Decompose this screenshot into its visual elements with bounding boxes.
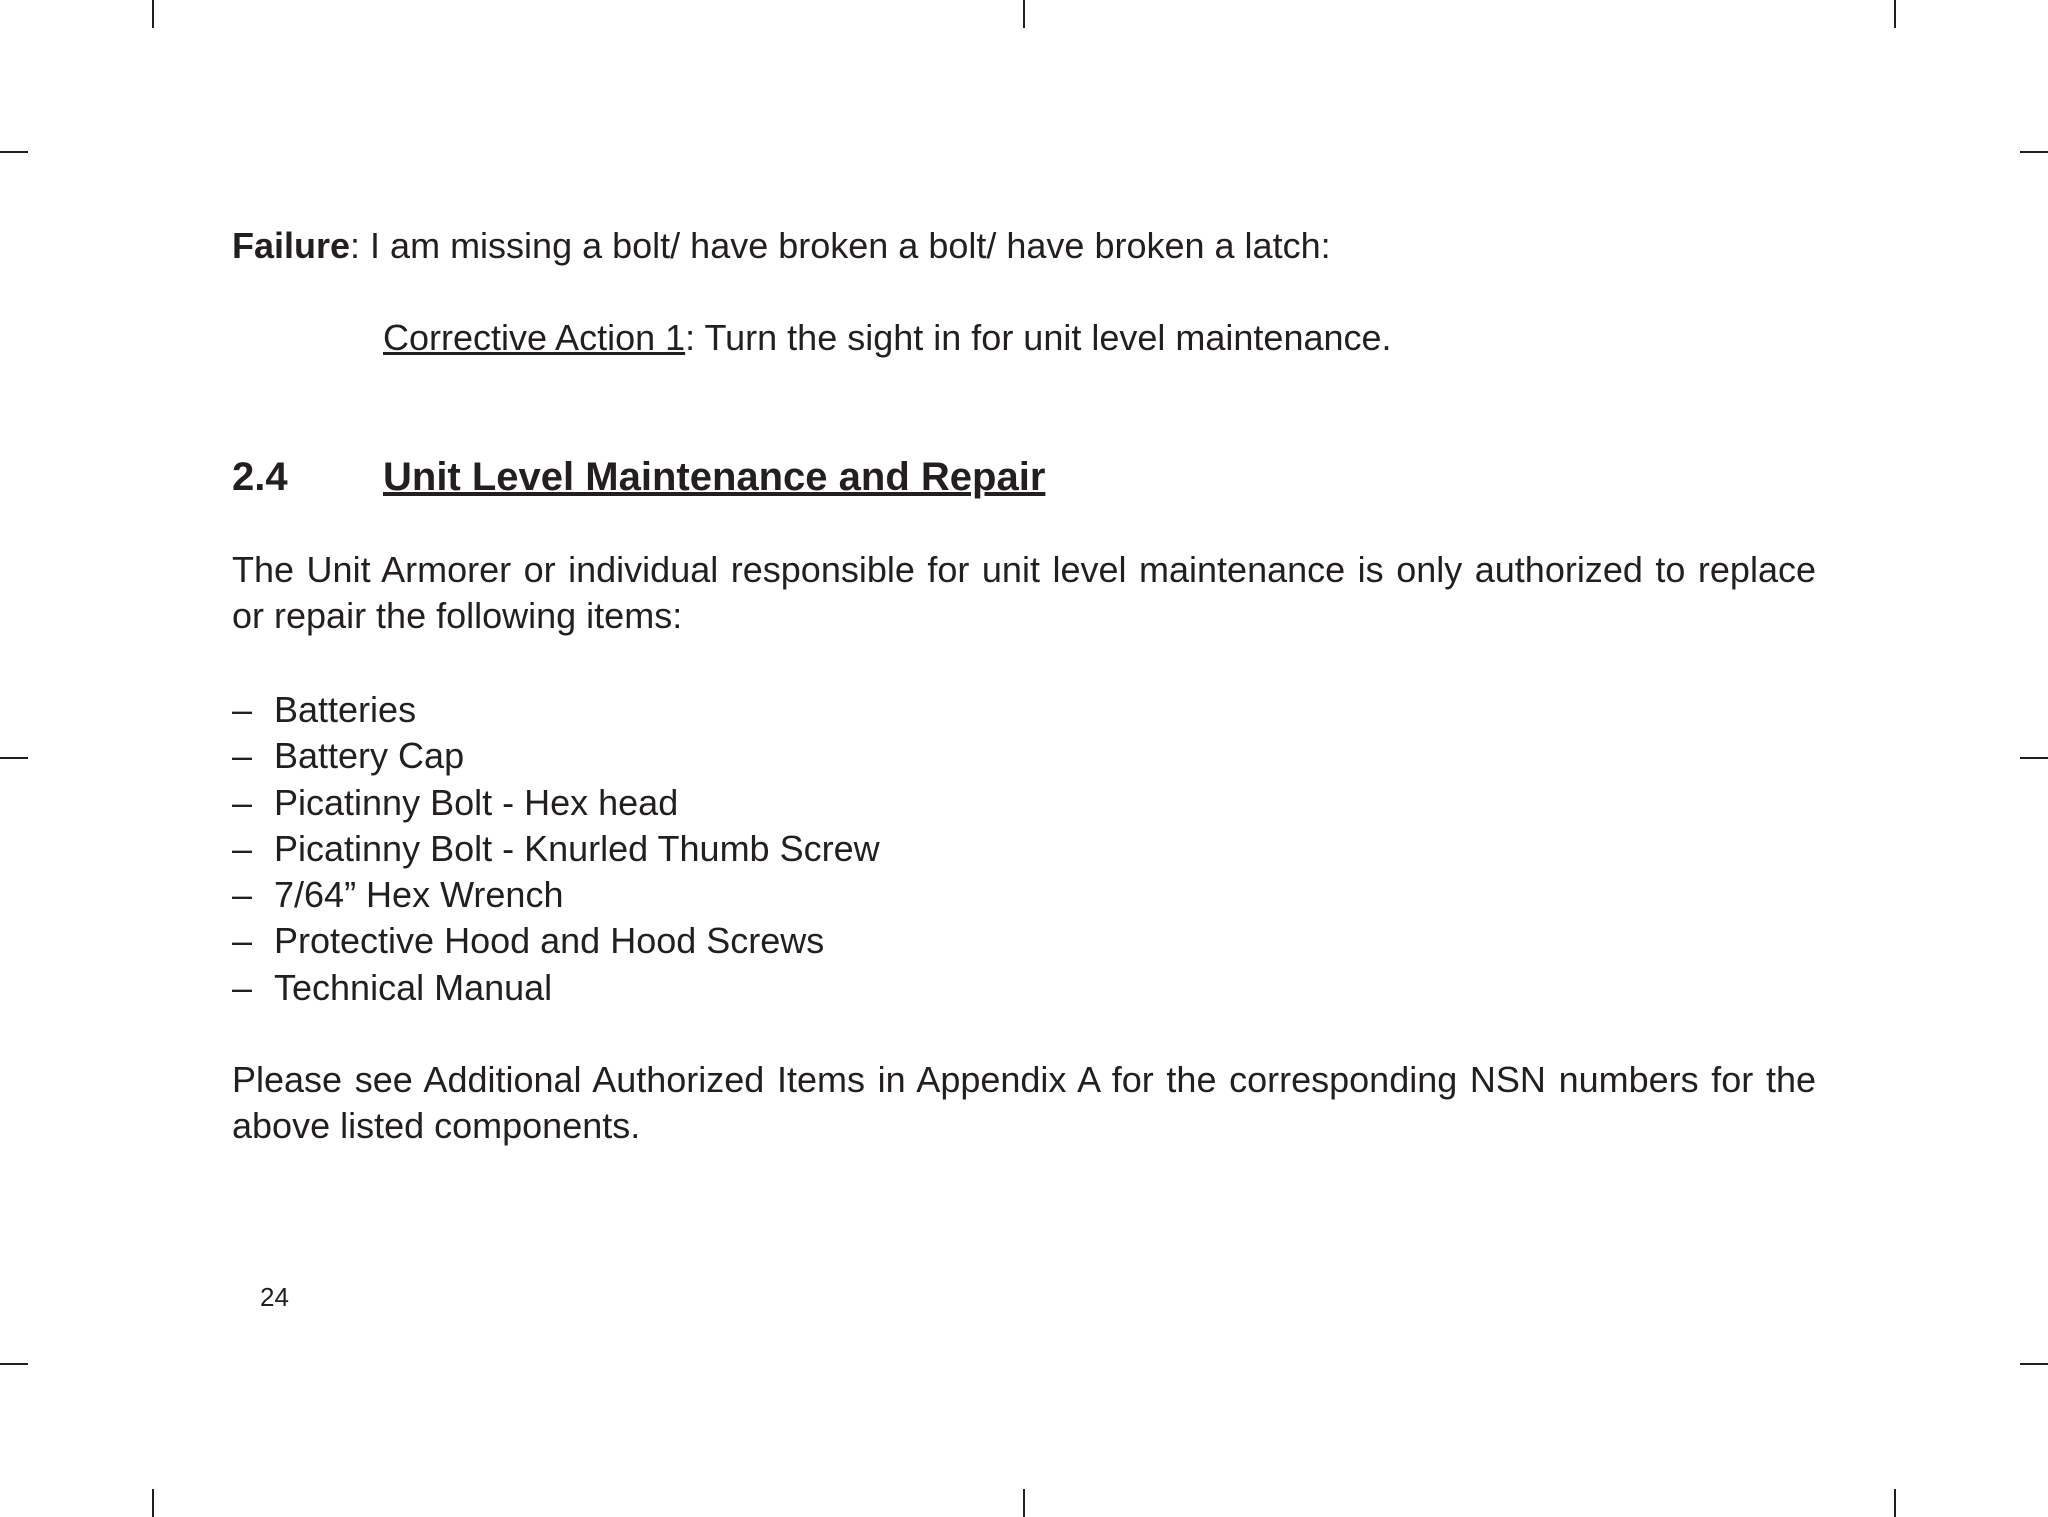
list-marker: – — [232, 781, 253, 823]
crop-mark-bottom-center — [1023, 1489, 1025, 1517]
failure-statement — [232, 223, 1816, 269]
crop-mark-left-middle — [0, 757, 28, 759]
failure-label: Failure — [232, 225, 351, 266]
crop-mark-top-left — [152, 0, 154, 28]
list-marker: – — [232, 874, 253, 916]
list-item — [232, 872, 880, 918]
crop-mark-left-lower — [0, 1363, 28, 1365]
corrective-action — [383, 315, 1392, 361]
crop-mark-right-lower — [2020, 1363, 2048, 1365]
corrective-action-text: : Turn the sight in for unit level maintenance. — [685, 317, 1392, 358]
list-item-text: Protective Hood and Hood Screws — [274, 920, 825, 962]
authorized-items-list — [232, 687, 880, 1011]
crop-mark-top-center — [1023, 0, 1025, 28]
list-marker: – — [232, 827, 253, 869]
list-marker: – — [232, 735, 253, 777]
list-item — [232, 780, 880, 826]
list-item-text: Battery Cap — [274, 735, 465, 777]
crop-mark-right-middle — [2020, 757, 2048, 759]
list-item-text: Picatinny Bolt - Knurled Thumb Screw — [274, 827, 880, 869]
section-heading — [232, 452, 1045, 502]
list-item — [232, 918, 880, 964]
intro-paragraph: The Unit Armorer or individual responsible for unit level maintenance is only authorized to replace or repair the following items: — [232, 549, 1816, 636]
list-item-text: 7/64” Hex Wrench — [274, 874, 564, 916]
crop-mark-right-upper — [2020, 151, 2048, 153]
list-item — [232, 965, 880, 1011]
list-marker: – — [232, 689, 253, 730]
section-title: Unit Level Maintenance and Repair — [383, 455, 1046, 499]
crop-mark-bottom-left — [152, 1489, 154, 1517]
failure-text: : I am missing a bolt/ have broken a bolt/ have broken a latch: — [350, 225, 1331, 266]
crop-mark-bottom-right — [1894, 1489, 1896, 1517]
list-marker: – — [232, 920, 253, 962]
list-item-text: Batteries — [274, 689, 417, 730]
list-item — [232, 826, 880, 872]
section-number: 2.4 — [232, 455, 288, 499]
page-number: 24 — [260, 1282, 289, 1312]
closing-paragraph: Please see Additional Authorized Items in Appendix A for the corresponding NSN numbers for the above listed components. — [232, 1059, 1816, 1146]
list-item — [232, 687, 880, 733]
crop-mark-top-right — [1894, 0, 1896, 28]
corrective-action-label: Corrective Action 1 — [383, 317, 686, 358]
list-item — [232, 733, 880, 779]
list-marker: – — [232, 966, 253, 1008]
list-item-text: Technical Manual — [274, 966, 553, 1008]
crop-mark-left-upper — [0, 151, 28, 153]
list-item-text: Picatinny Bolt - Hex head — [274, 781, 679, 823]
